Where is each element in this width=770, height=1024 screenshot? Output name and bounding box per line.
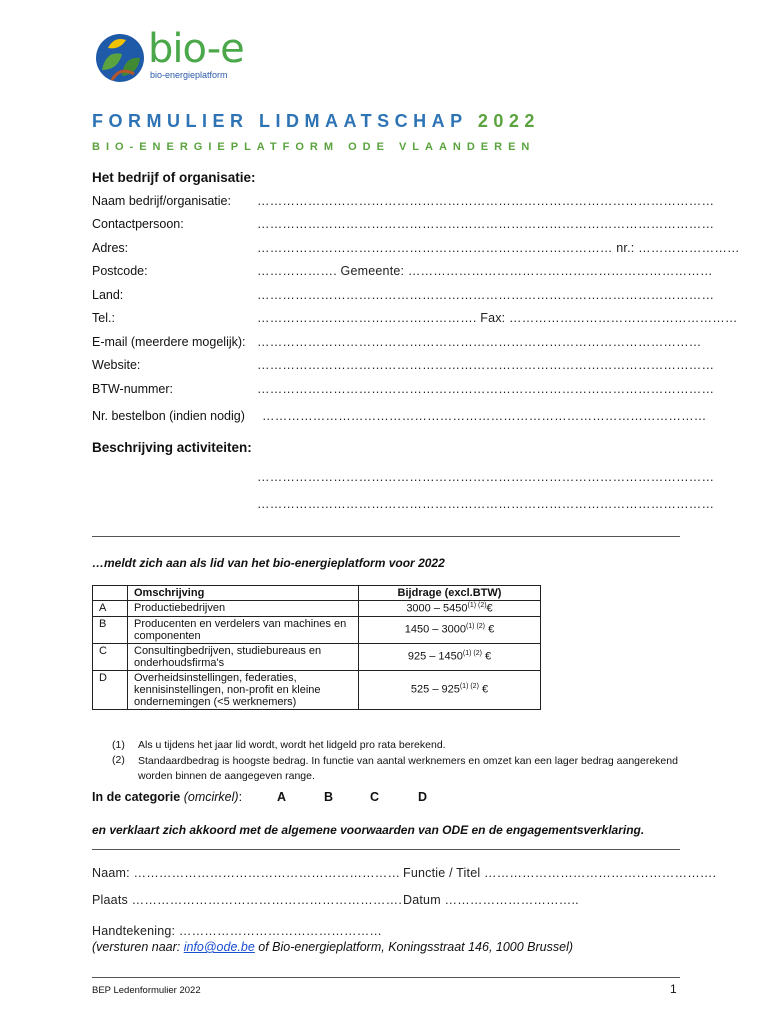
table-row xyxy=(93,601,541,617)
table-header-row xyxy=(93,586,541,601)
form-title-main: FORMULIER LIDMAATSCHAP xyxy=(92,111,468,131)
table-row xyxy=(93,616,541,643)
table-cell-amount: $3000 - 5450^{(1) (2)}€$ xyxy=(359,601,541,617)
form-title-year: 2022 xyxy=(477,111,540,131)
form-subtitle: BIO-ENERGIEPLATFORM ODE VLAANDEREN xyxy=(92,141,536,153)
page-number: 1 xyxy=(670,982,677,996)
table-cell-desc: Overheidsinstellingen, federaties, kennisinstellingen, non-profit en kleine ondernemingen (<5 werknemers) xyxy=(128,670,359,709)
field-label-postcode: Postcode: xyxy=(92,264,148,278)
logo-wordmark: bio-e xyxy=(148,26,244,72)
field-land-input[interactable]: ……………………………………………………………………………………………… xyxy=(257,288,715,302)
activities-line-1[interactable]: ……………………………………………………………………………………………… xyxy=(257,470,715,484)
field-tel-input[interactable]: ……………………………………………. Fax: ……………………………………………… xyxy=(257,311,738,325)
table-row xyxy=(93,643,541,670)
category-option-d[interactable]: D xyxy=(418,790,428,804)
signature-naam-field[interactable]: Naam: ……………………………………………………… xyxy=(92,866,401,880)
field-website-input[interactable]: ……………………………………………………………………………………………… xyxy=(257,358,715,372)
field-email-input[interactable]: …………………………………………………………………………………………… xyxy=(257,335,702,349)
footer-divider xyxy=(92,977,680,978)
signature-functie-field[interactable]: Functie / Titel ………………………………………………. xyxy=(403,866,717,880)
divider xyxy=(92,849,680,850)
category-option-c[interactable]: C xyxy=(370,790,380,804)
field-contact-input[interactable]: ……………………………………………………………………………………………… xyxy=(257,217,715,231)
contribution-table xyxy=(92,585,541,710)
field-label-naam: Naam bedrijf/organisatie: xyxy=(92,194,231,208)
signature-plaats-field[interactable]: Plaats ………………………………………………………. xyxy=(92,893,402,907)
field-label-email: E-mail (meerdere mogelijk): xyxy=(92,335,246,349)
table-cell-desc: Consultingbedrijven, studiebureaus en onderhoudsfirma's xyxy=(128,643,359,670)
send-instructions: (versturen naar: info@ode.be of Bio-energieplatform, Koningsstraat 146, 1000 Brussel) xyxy=(92,940,574,954)
field-label-contact: Contactpersoon: xyxy=(92,217,184,231)
field-label-website: Website: xyxy=(92,358,141,372)
field-btw-input[interactable]: ……………………………………………………………………………………………… xyxy=(257,382,715,396)
field-naam-input[interactable]: ……………………………………………………………………………………………… xyxy=(257,194,715,208)
activities-line-2[interactable]: ……………………………………………………………………………………………… xyxy=(257,497,715,511)
agreement-statement: en verklaart zich akkoord met de algemene voorwaarden van ODE en de engagementsverklaring. xyxy=(92,823,645,837)
table-header-desc: Omschrijving xyxy=(128,586,359,601)
field-bestelbon-input[interactable]: …………………………………………………………………………………………… xyxy=(262,409,707,423)
table-cell-desc: Productiebedrijven xyxy=(128,601,359,617)
section-heading-activities: Beschrijving activiteiten: xyxy=(92,440,252,455)
table-cell-cat: D xyxy=(93,670,128,709)
field-label-btw: BTW-nummer: xyxy=(92,382,174,396)
field-label-adres: Adres: xyxy=(92,241,129,255)
category-option-a[interactable]: A xyxy=(277,790,287,804)
email-link[interactable]: info@ode.be xyxy=(183,940,255,954)
signature-handtekening-field[interactable]: Handtekening: ………………………………………… xyxy=(92,924,383,938)
category-option-b[interactable]: B xyxy=(324,790,334,804)
table-header-bijdrage: Bijdrage (excl.BTW) xyxy=(359,586,541,601)
field-postcode-input[interactable]: ………………. Gemeente: ……………………………………………………………… xyxy=(257,264,713,278)
table-cell-amount: $1450 - 3000^{(1) (2)}$ € xyxy=(359,616,541,643)
category-label: In de categorie (omcirkel): xyxy=(92,790,243,804)
footnote-1: (1) Als u tijdens het jaar lid wordt, wordt het lidgeld pro rata berekend. xyxy=(112,739,446,751)
footnote-2: (2) Standaardbedrag is hoogste bedrag. In functie van aantal werknemers en omzet kan een lager bedrag aangerekend worden binnen de aangegeven range. xyxy=(112,754,678,782)
table-cell-amount: $925 - 1450^{(1) (2)}$ € xyxy=(359,643,541,670)
table-cell-desc: Producenten en verdelers van machines en componenten xyxy=(128,616,359,643)
form-title xyxy=(92,111,540,132)
table-cell-cat: A xyxy=(93,601,128,617)
table-header-cat xyxy=(93,586,128,601)
field-label-land: Land: xyxy=(92,288,124,302)
signature-datum-field[interactable]: Datum ………………………….. xyxy=(403,893,579,907)
table-cell-cat: C xyxy=(93,643,128,670)
table-cell-cat: B xyxy=(93,616,128,643)
field-label-tel: Tel.: xyxy=(92,311,115,325)
footer-text: BEP Ledenformulier 2022 xyxy=(92,985,201,996)
logo-tagline: bio-energieplatform xyxy=(150,70,228,80)
table-row xyxy=(93,670,541,709)
divider xyxy=(92,536,680,537)
field-label-bestelbon: Nr. bestelbon (indien nodig) xyxy=(92,409,245,423)
section-heading-company: Het bedrijf of organisatie: xyxy=(92,170,256,185)
field-adres-input[interactable]: ………………………………………………………………………… nr.: …………………… xyxy=(257,241,740,255)
membership-intro: …meldt zich aan als lid van het bio-energieplatform voor 2022 xyxy=(92,556,445,570)
table-cell-amount: $525 - 925^{(1) (2)}$ € xyxy=(359,670,541,709)
